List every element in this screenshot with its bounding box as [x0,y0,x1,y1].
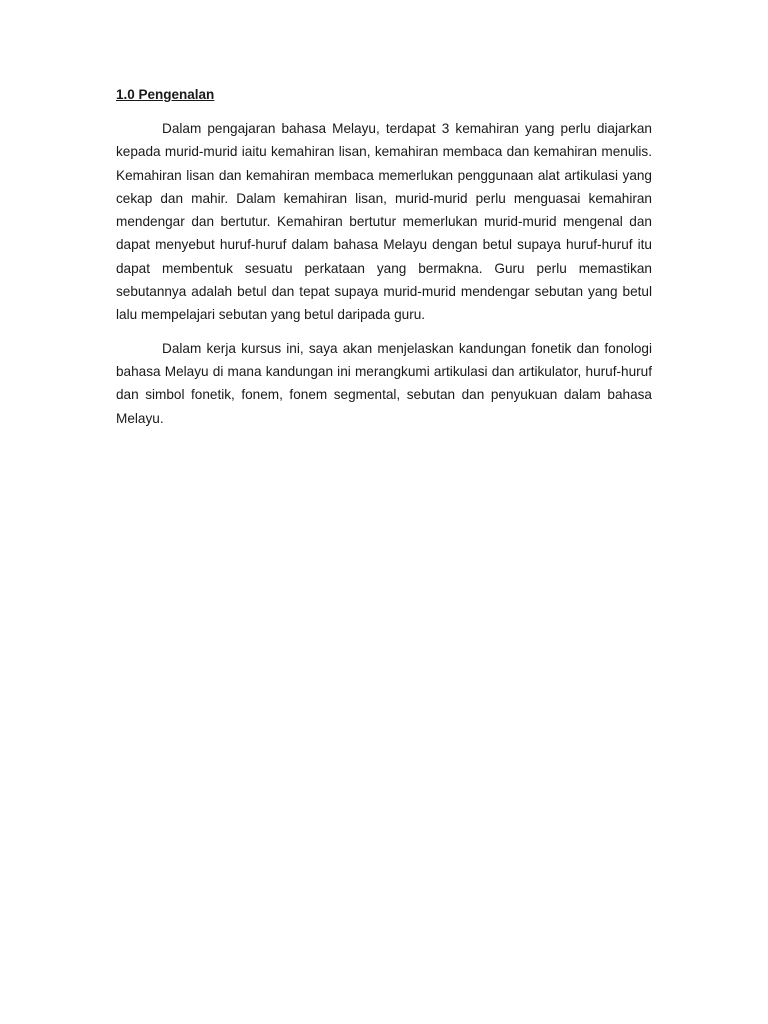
paragraph-introduction: Dalam pengajaran bahasa Melayu, terdapat 3 kemahiran yang perlu diajarkan kepada murid-murid iaitu kemahiran lisan, kemahiran membaca dan kemahiran menulis. Kemahiran lisan dan kemahiran membaca memerlukan penggunaan alat artikulasi yang cekap dan mahir. Dalam kemahiran lisan, murid-murid perlu menguasai kemahiran mendengar dan bertutur. Kemahiran bertutur memerlukan murid-murid mengenal dan dapat menyebut huruf-huruf dalam bahasa Melayu dengan betul supaya huruf-huruf itu dapat membentuk sesuatu perkataan yang bermakna. Guru perlu memastikan sebutannya adalah betul dan tepat supaya murid-murid mendengar sebutan yang betul lalu mempelajari sebutan yang betul daripada guru. [116,121,652,323]
paragraph-coursework-scope: Dalam kerja kursus ini, saya akan menjelaskan kandungan fonetik dan fonologi bahasa Melayu di mana kandungan ini merangkumi artikulasi dan artikulator, huruf-huruf dan simbol fonetik, fonem, fonem segmental, sebutan dan penyukuan dalam bahasa Melayu. [116,340,652,426]
document-body [116,84,652,440]
section-heading: 1.0 Pengenalan [116,87,215,102]
